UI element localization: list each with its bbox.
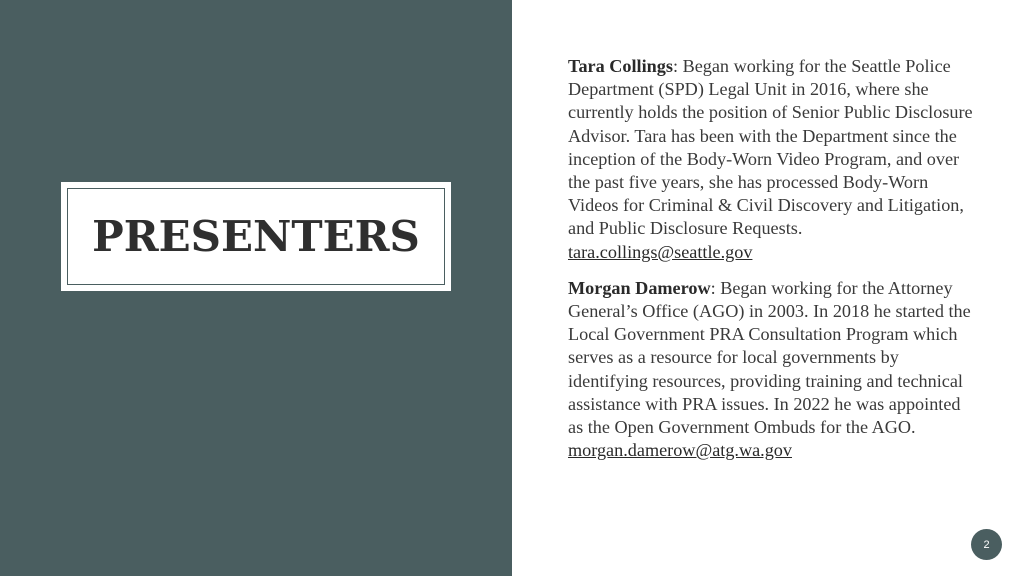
- presenter-bio-morgan: [568, 277, 978, 463]
- page-number-badge: 2: [971, 529, 1002, 560]
- presenter-description: Began working for the Attorney General’s Office (AGO) in 2003. In 2018 he started the Local Government PRA Consultation Program which serves as a resource for local governments by identifying resources, providing training and technical assistance with PRA issues. In 2022 he was appointed as the Open Government Ombuds for the AGO.: [568, 277, 971, 438]
- presenter-email-link[interactable]: tara.collings@seattle.gov: [568, 241, 753, 262]
- name-separator: :: [672, 56, 683, 76]
- presenters-content: [568, 55, 978, 475]
- presenter-bio-tara: [568, 55, 978, 264]
- presenter-description: Began working for the Seattle Police Department (SPD) Legal Unit in 2016, where she currently holds the position of Senior Public Disclosure Advisor. Tara has been with the Department since the inception of the Body-Worn Video Program, and over the past five years, she has processed Body-Worn Videos for Criminal & Civil Discovery and Litigation, and Public Disclosure Requests.: [568, 56, 973, 239]
- title-border: [67, 188, 445, 285]
- slide-title: PRESENTERS: [92, 211, 420, 261]
- presenter-name: Morgan Damerow: [568, 277, 711, 298]
- presenter-name: Tara Collings: [568, 56, 673, 76]
- presenter-email-link[interactable]: morgan.damerow@atg.wa.gov: [568, 440, 792, 461]
- title-frame: [61, 182, 451, 291]
- name-separator: :: [710, 277, 721, 298]
